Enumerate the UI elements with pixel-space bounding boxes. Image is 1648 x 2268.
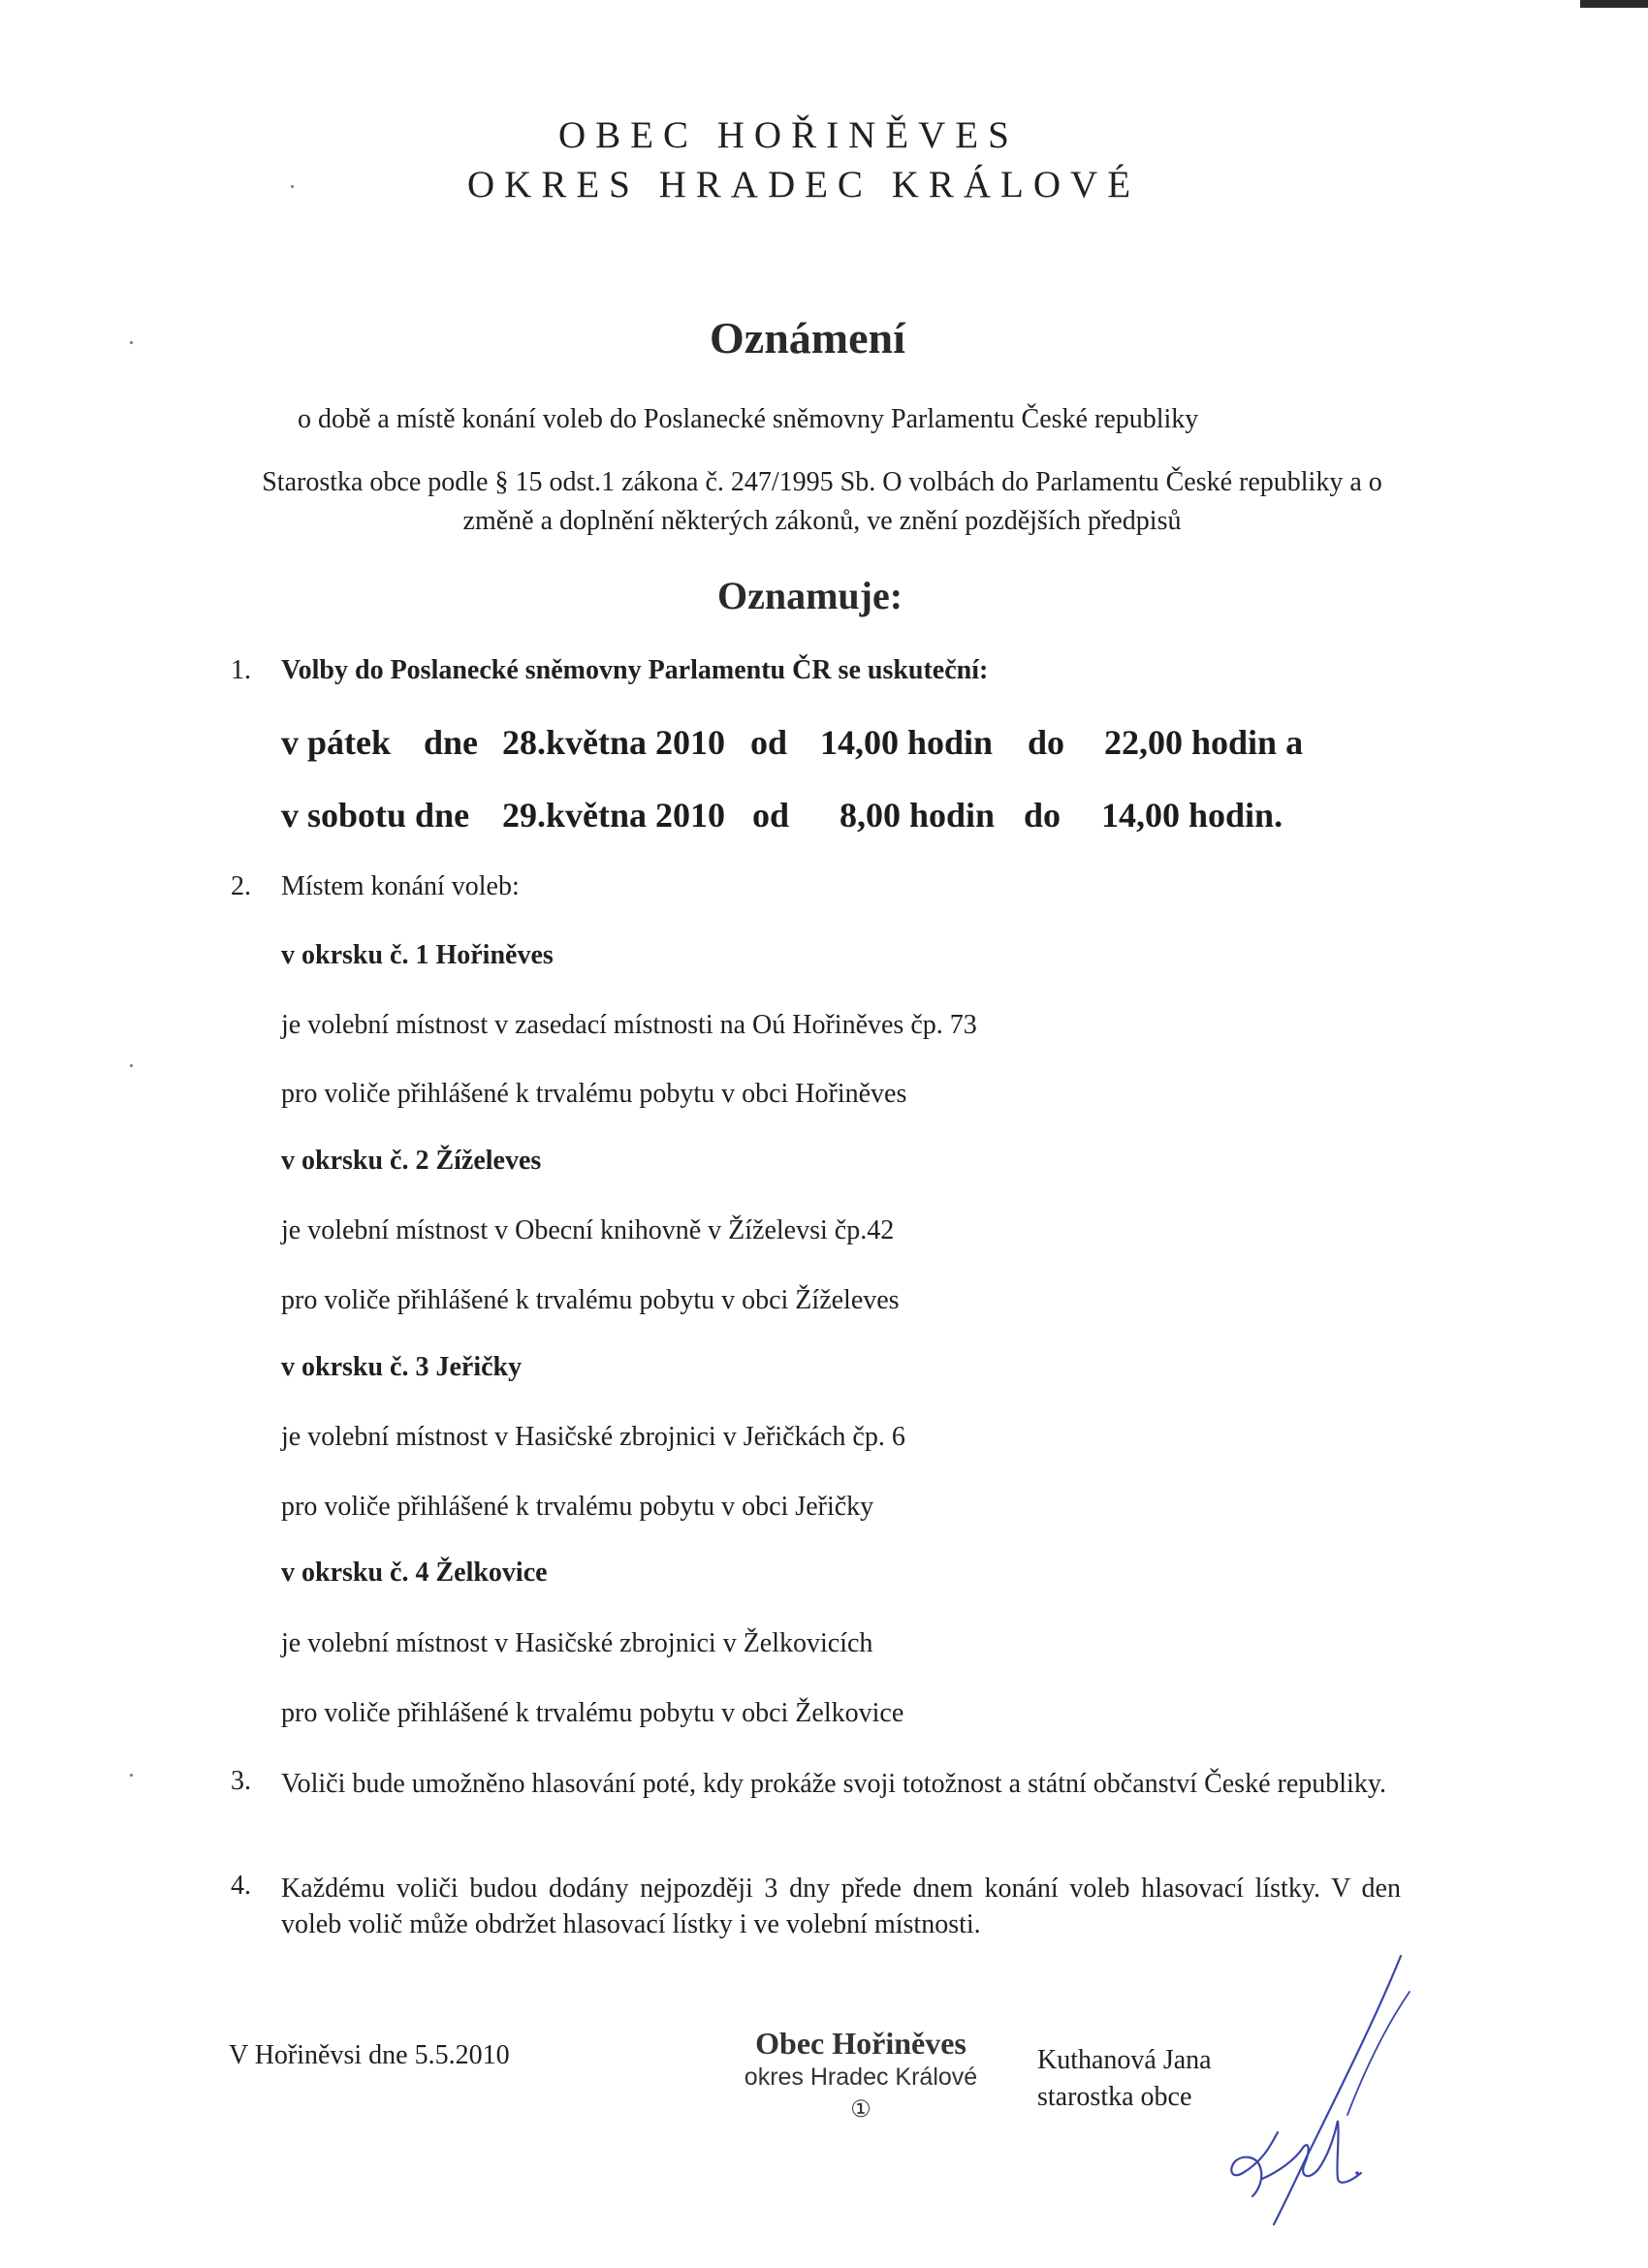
saturday-start-time: 8,00 hodin <box>840 796 996 835</box>
item3-text: Voliči bude umožněno hlasování poté, kdy prokáže svoji totožnost a státní občanství České republiky. <box>281 1769 1387 1799</box>
signatory-name: Kuthanová Jana <box>1037 2045 1212 2075</box>
saturday-day: v sobotu dne <box>281 796 470 835</box>
document-subtitle: o době a místě konání voleb do Poslanecké sněmovny Parlamentu České republiky <box>298 404 1199 434</box>
district-2-room: je volební místnost v Obecní knihovně v Žíželevsi čp.42 <box>281 1215 895 1245</box>
scan-speck <box>130 1774 133 1777</box>
item3-number: 3. <box>231 1766 251 1796</box>
item4-number: 4. <box>231 1871 251 1901</box>
district-2-voters: pro voliče přihlášené k trvalému pobytu v obci Žíželeves <box>281 1285 900 1315</box>
scan-speck <box>291 185 294 188</box>
stamp-district: okres Hradec Králové <box>744 2063 978 2091</box>
handwritten-signature <box>1202 1948 1425 2229</box>
header-district: OKRES HRADEC KRÁLOVÉ <box>467 164 1141 205</box>
item4-text: Každému voliči budou dodány nejpozději 3 dny přede dnem konání voleb hlasovací lístky. V den voleb volič může obdržet hlasovací lístky i ve volební místnosti. <box>281 1874 1401 1939</box>
item1-number: 1. <box>231 655 251 685</box>
district-1-heading: v okrsku č. 1 Hořiněves <box>281 940 554 970</box>
stamp-municipality: Obec Hořiněves <box>755 2026 967 2061</box>
stamp-number-mark: ① <box>850 2096 872 2123</box>
district-4-room: je volební místnost v Hasičské zbrojnici v Želkovicích <box>281 1628 873 1658</box>
place-and-date: V Hořiněvsi dne 5.5.2010 <box>229 2040 510 2070</box>
district-2-heading: v okrsku č. 2 Žíželeves <box>281 1146 542 1176</box>
district-1-room: je volební místnost v zasedací místnosti na Oú Hořiněves čp. 73 <box>281 1010 977 1040</box>
district-3-room: je volební místnost v Hasičské zbrojnici v Jeřičkách čp. 6 <box>281 1422 905 1452</box>
friday-start-time: 14,00 hodin <box>820 723 994 762</box>
scan-speck <box>130 341 133 344</box>
district-1-voters: pro voliče přihlášené k trvalému pobytu v obci Hořiněves <box>281 1079 907 1109</box>
header-municipality: OBEC HOŘINĚVES <box>558 114 1019 156</box>
saturday-date: 29.května 2010 <box>502 796 726 835</box>
friday-dne: dne <box>424 723 479 762</box>
item2-text: Místem konání voleb: <box>281 871 520 901</box>
intro-paragraph: Starostka obce podle § 15 odst.1 zákona č. 247/1995 Sb. O volbách do Parlamentu České republiky a o změně a doplnění některých zákonů, ve znění pozdějších předpisů <box>262 467 1382 536</box>
scan-edge-mark <box>1580 0 1648 8</box>
saturday-end-time: 14,00 hodin. <box>1101 796 1284 835</box>
district-4-heading: v okrsku č. 4 Želkovice <box>281 1558 548 1588</box>
item2-number: 2. <box>231 871 251 901</box>
friday-date: 28.května 2010 <box>502 723 726 762</box>
item1-text: Volby do Poslanecké sněmovny Parlamentu ČR se uskuteční: <box>281 655 989 685</box>
friday-from: od <box>750 723 788 762</box>
saturday-from: od <box>752 796 790 835</box>
announce-heading: Oznamuje: <box>717 574 903 617</box>
district-3-heading: v okrsku č. 3 Jeřičky <box>281 1352 523 1382</box>
friday-end-time: 22,00 hodin a <box>1104 723 1304 762</box>
friday-to: do <box>1028 723 1065 762</box>
friday-day: v pátek <box>281 723 392 762</box>
district-3-voters: pro voliče přihlášené k trvalému pobytu v obci Jeřičky <box>281 1492 874 1522</box>
official-stamp <box>729 2026 993 2124</box>
scan-speck <box>130 1064 133 1067</box>
district-4-voters: pro voliče přihlášené k trvalému pobytu v obci Želkovice <box>281 1698 904 1728</box>
signatory-role: starostka obce <box>1037 2082 1192 2112</box>
saturday-to: do <box>1024 796 1062 835</box>
document-title: Oznámení <box>710 313 905 362</box>
